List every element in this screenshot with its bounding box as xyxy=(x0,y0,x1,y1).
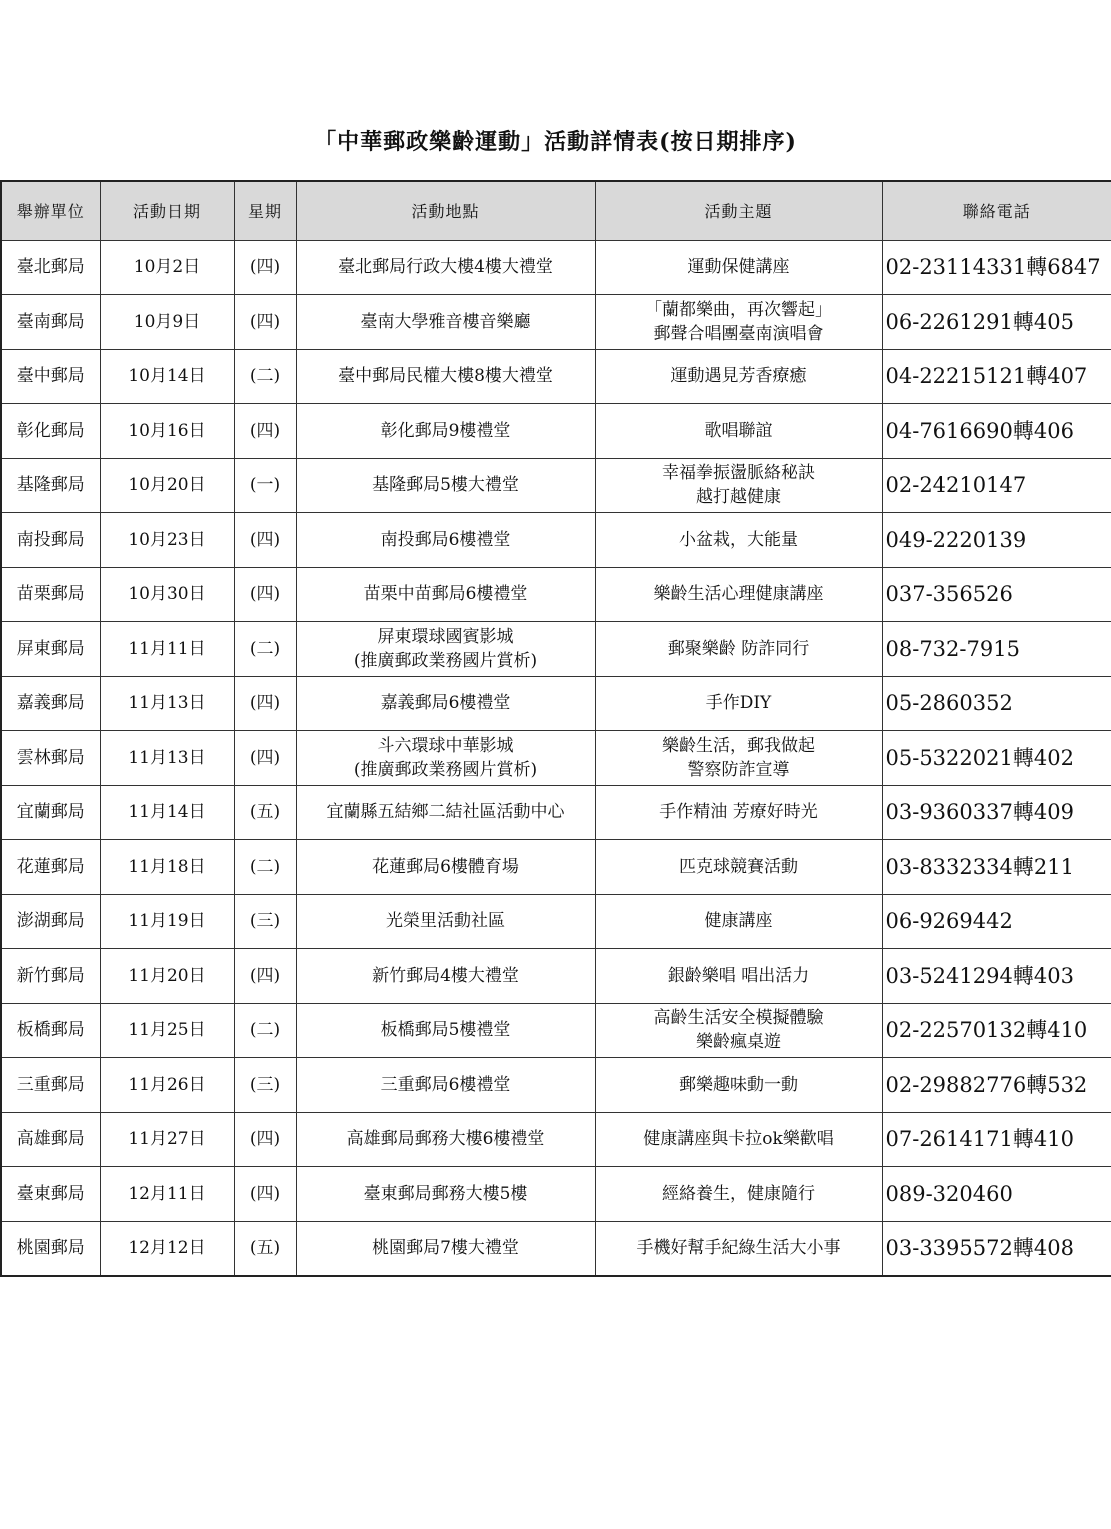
header-weekday: 星期 xyxy=(234,181,296,240)
cell-topic xyxy=(595,349,882,404)
table-header xyxy=(1,181,1111,240)
cell-topic xyxy=(595,894,882,949)
cell-topic xyxy=(595,1003,882,1058)
cell-phone: 06-2261291轉405 xyxy=(882,295,1111,350)
table-row xyxy=(1,731,1111,786)
table-row xyxy=(1,240,1111,295)
cell-date: 11月25日 xyxy=(100,1003,234,1058)
cell-phone: 02-24210147 xyxy=(882,458,1111,513)
cell-phone: 04-7616690轉406 xyxy=(882,404,1111,459)
header-topic: 活動主題 xyxy=(595,181,882,240)
cell-location-line: 高雄郵局郵務大樓6樓禮堂 xyxy=(346,1129,545,1150)
cell-topic xyxy=(595,1221,882,1276)
cell-topic-line: 手機好幫手紀綠生活大小事 xyxy=(636,1238,841,1258)
cell-phone: 049-2220139 xyxy=(882,513,1111,568)
cell-location xyxy=(296,513,595,568)
table-row xyxy=(1,513,1111,568)
cell-topic xyxy=(595,295,882,350)
cell-topic xyxy=(595,731,882,786)
cell-weekday: (二) xyxy=(234,840,296,895)
cell-location xyxy=(296,1112,595,1167)
cell-topic-line: 越打越健康 xyxy=(696,487,781,508)
cell-location xyxy=(296,404,595,459)
cell-location-line: 臺中郵局民權大樓8樓大禮堂 xyxy=(338,366,553,387)
cell-location-line: 臺東郵局郵務大樓5樓 xyxy=(363,1183,528,1204)
cell-topic xyxy=(595,785,882,840)
cell-location-line: 板橋郵局5樓禮堂 xyxy=(380,1020,511,1041)
table-row xyxy=(1,404,1111,459)
cell-topic xyxy=(595,1167,882,1222)
cell-topic-line: 樂齡瘋桌遊 xyxy=(696,1032,781,1053)
cell-topic xyxy=(595,949,882,1004)
table-row xyxy=(1,458,1111,513)
header-location: 活動地點 xyxy=(296,181,595,240)
cell-location xyxy=(296,840,595,895)
table-row xyxy=(1,1167,1111,1222)
cell-location-line: 臺南大學雅音樓音樂廳 xyxy=(360,311,531,332)
cell-location xyxy=(296,1003,595,1058)
cell-weekday: (四) xyxy=(234,676,296,731)
cell-date: 10月20日 xyxy=(100,458,234,513)
header-row xyxy=(1,181,1111,240)
cell-topic-line: 郵樂趣味動一動 xyxy=(679,1074,798,1095)
cell-topic-line: 郵聲合唱團臺南演唱會 xyxy=(653,323,824,344)
table-row xyxy=(1,567,1111,622)
cell-location xyxy=(296,1221,595,1276)
cell-date: 11月14日 xyxy=(100,785,234,840)
cell-location xyxy=(296,1058,595,1113)
cell-unit: 南投郵局 xyxy=(1,513,100,568)
cell-location-line: 苗栗中苗郵局6樓禮堂 xyxy=(363,584,528,605)
cell-phone: 03-5241294轉403 xyxy=(882,949,1111,1004)
cell-date: 11月26日 xyxy=(100,1058,234,1113)
cell-weekday: (一) xyxy=(234,458,296,513)
cell-unit: 雲林郵局 xyxy=(1,731,100,786)
table-body xyxy=(1,240,1111,1276)
cell-weekday: (四) xyxy=(234,731,296,786)
cell-topic-line: 小盆栽，大能量 xyxy=(679,529,798,550)
cell-weekday: (四) xyxy=(234,1112,296,1167)
cell-location xyxy=(296,622,595,677)
cell-location xyxy=(296,567,595,622)
cell-topic-line: 郵聚樂齡 防詐同行 xyxy=(667,638,810,659)
cell-unit: 澎湖郵局 xyxy=(1,894,100,949)
cell-date: 11月19日 xyxy=(100,894,234,949)
cell-location xyxy=(296,676,595,731)
cell-location-line: 光榮里活動社區 xyxy=(386,911,505,932)
cell-unit: 花蓮郵局 xyxy=(1,840,100,895)
cell-topic-line: 警察防詐宣導 xyxy=(687,759,790,780)
cell-date: 12月12日 xyxy=(100,1221,234,1276)
cell-date: 10月23日 xyxy=(100,513,234,568)
cell-topic-line: 幸福拳振盪脈絡秘訣 xyxy=(662,463,815,484)
table-row xyxy=(1,1003,1111,1058)
table-row xyxy=(1,622,1111,677)
cell-date: 11月27日 xyxy=(100,1112,234,1167)
cell-location-line: 彰化郵局9樓禮堂 xyxy=(380,420,511,441)
cell-topic-line: 手作精油 芳療好時光 xyxy=(659,802,818,823)
table-row xyxy=(1,949,1111,1004)
cell-weekday: (二) xyxy=(234,1003,296,1058)
table-row xyxy=(1,1058,1111,1113)
header-date: 活動日期 xyxy=(100,181,234,240)
cell-unit: 臺中郵局 xyxy=(1,349,100,404)
cell-unit: 新竹郵局 xyxy=(1,949,100,1004)
cell-unit: 臺北郵局 xyxy=(1,240,100,295)
cell-phone: 05-5322021轉402 xyxy=(882,731,1111,786)
cell-location-line: 屏東環球國賓影城 xyxy=(377,626,514,647)
cell-location-line: 南投郵局6樓禮堂 xyxy=(380,529,511,550)
cell-location-line: 嘉義郵局6樓禮堂 xyxy=(380,693,511,714)
cell-location-line: 宜蘭縣五結鄉二結社區活動中心 xyxy=(326,802,565,823)
cell-phone: 06-9269442 xyxy=(882,894,1111,949)
page-title: 「中華郵政樂齡運動」活動詳情表(按日期排序) xyxy=(314,129,797,155)
cell-location xyxy=(296,785,595,840)
cell-location xyxy=(296,1167,595,1222)
cell-location-line: (推廣郵政業務國片賞析) xyxy=(353,650,538,671)
cell-date: 11月20日 xyxy=(100,949,234,1004)
cell-date: 11月11日 xyxy=(100,622,234,677)
cell-unit: 臺南郵局 xyxy=(1,295,100,350)
cell-weekday: (四) xyxy=(234,240,296,295)
cell-location-line: 三重郵局6樓禮堂 xyxy=(380,1074,511,1095)
cell-weekday: (三) xyxy=(234,894,296,949)
cell-weekday: (四) xyxy=(234,404,296,459)
cell-phone: 02-22570132轉410 xyxy=(882,1003,1111,1058)
cell-topic-line: 高齡生活安全模擬體驗 xyxy=(653,1008,824,1029)
cell-location-line: 斗六環球中華影城 xyxy=(377,735,514,756)
cell-topic xyxy=(595,840,882,895)
cell-location xyxy=(296,349,595,404)
table-row xyxy=(1,295,1111,350)
cell-unit: 嘉義郵局 xyxy=(1,676,100,731)
activity-table xyxy=(0,180,1111,1277)
cell-topic-line: 健康講座 xyxy=(704,911,773,932)
cell-location xyxy=(296,894,595,949)
cell-location-line: 花蓮郵局6樓體育場 xyxy=(372,856,519,877)
cell-phone: 03-8332334轉211 xyxy=(882,840,1111,895)
cell-topic-line: 樂齡生活，郵我做起 xyxy=(662,735,815,756)
cell-topic xyxy=(595,676,882,731)
cell-weekday: (二) xyxy=(234,622,296,677)
cell-date: 11月18日 xyxy=(100,840,234,895)
cell-topic-line: 「蘭都樂曲，再次響起」 xyxy=(645,299,832,320)
cell-phone: 089-320460 xyxy=(882,1167,1111,1222)
header-phone: 聯絡電話 xyxy=(882,181,1111,240)
cell-unit: 臺東郵局 xyxy=(1,1167,100,1222)
table-row xyxy=(1,676,1111,731)
cell-date: 10月14日 xyxy=(100,349,234,404)
cell-phone: 05-2860352 xyxy=(882,676,1111,731)
cell-location xyxy=(296,731,595,786)
cell-topic xyxy=(595,1112,882,1167)
cell-phone: 02-29882776轉532 xyxy=(882,1058,1111,1113)
cell-location xyxy=(296,458,595,513)
cell-weekday: (五) xyxy=(234,1221,296,1276)
cell-location xyxy=(296,949,595,1004)
cell-unit: 宜蘭郵局 xyxy=(1,785,100,840)
cell-location-line: (推廣郵政業務國片賞析) xyxy=(353,759,538,780)
cell-location-line: 新竹郵局4樓大禮堂 xyxy=(372,965,519,986)
cell-weekday: (四) xyxy=(234,295,296,350)
cell-topic-line: 手作DIY xyxy=(705,693,772,714)
cell-date: 11月13日 xyxy=(100,731,234,786)
table-row xyxy=(1,349,1111,404)
cell-topic-line: 歌唱聯誼 xyxy=(704,420,773,441)
header-unit: 舉辦單位 xyxy=(1,181,100,240)
cell-phone: 03-9360337轉409 xyxy=(882,785,1111,840)
cell-location xyxy=(296,295,595,350)
cell-phone: 08-732-7915 xyxy=(882,622,1111,677)
cell-topic xyxy=(595,1058,882,1113)
cell-date: 10月30日 xyxy=(100,567,234,622)
cell-topic xyxy=(595,567,882,622)
cell-unit: 屏東郵局 xyxy=(1,622,100,677)
cell-date: 10月9日 xyxy=(100,295,234,350)
cell-weekday: (四) xyxy=(234,567,296,622)
cell-unit: 高雄郵局 xyxy=(1,1112,100,1167)
cell-phone: 04-22215121轉407 xyxy=(882,349,1111,404)
cell-topic xyxy=(595,513,882,568)
cell-topic-line: 經絡養生，健康隨行 xyxy=(662,1183,815,1204)
cell-topic-line: 運動保健講座 xyxy=(687,257,790,278)
cell-date: 11月13日 xyxy=(100,676,234,731)
cell-phone: 07-2614171轉410 xyxy=(882,1112,1111,1167)
cell-weekday: (四) xyxy=(234,949,296,1004)
cell-unit: 基隆郵局 xyxy=(1,458,100,513)
table-row xyxy=(1,840,1111,895)
cell-topic xyxy=(595,240,882,295)
cell-weekday: (四) xyxy=(234,1167,296,1222)
cell-topic xyxy=(595,404,882,459)
table-row xyxy=(1,894,1111,949)
cell-location-line: 桃園郵局7樓大禮堂 xyxy=(372,1238,519,1258)
cell-date: 10月2日 xyxy=(100,240,234,295)
table-row xyxy=(1,785,1111,840)
cell-date: 10月16日 xyxy=(100,404,234,459)
cell-unit: 苗栗郵局 xyxy=(1,567,100,622)
cell-phone: 02-23114331轉6847 xyxy=(882,240,1111,295)
cell-location-line: 臺北郵局行政大樓4樓大禮堂 xyxy=(338,257,553,278)
cell-unit: 彰化郵局 xyxy=(1,404,100,459)
cell-location-line: 基隆郵局5樓大禮堂 xyxy=(372,475,519,496)
cell-unit: 桃園郵局 xyxy=(1,1221,100,1276)
table-row xyxy=(1,1221,1111,1276)
cell-location xyxy=(296,240,595,295)
cell-date: 12月11日 xyxy=(100,1167,234,1222)
table-row xyxy=(1,1112,1111,1167)
cell-unit: 板橋郵局 xyxy=(1,1003,100,1058)
cell-topic-line: 樂齡生活心理健康講座 xyxy=(653,584,824,605)
cell-topic xyxy=(595,622,882,677)
cell-weekday: (二) xyxy=(234,349,296,404)
cell-weekday: (三) xyxy=(234,1058,296,1113)
cell-unit: 三重郵局 xyxy=(1,1058,100,1113)
cell-topic-line: 銀齡樂唱 唱出活力 xyxy=(667,965,810,986)
cell-topic-line: 健康講座與卡拉ok樂歡唱 xyxy=(643,1129,834,1150)
cell-topic-line: 運動遇見芳香療癒 xyxy=(670,366,807,387)
cell-weekday: (五) xyxy=(234,785,296,840)
cell-weekday: (四) xyxy=(234,513,296,568)
cell-phone: 03-3395572轉408 xyxy=(882,1221,1111,1276)
cell-topic-line: 匹克球競賽活動 xyxy=(679,856,798,877)
cell-phone: 037-356526 xyxy=(882,567,1111,622)
cell-topic xyxy=(595,458,882,513)
